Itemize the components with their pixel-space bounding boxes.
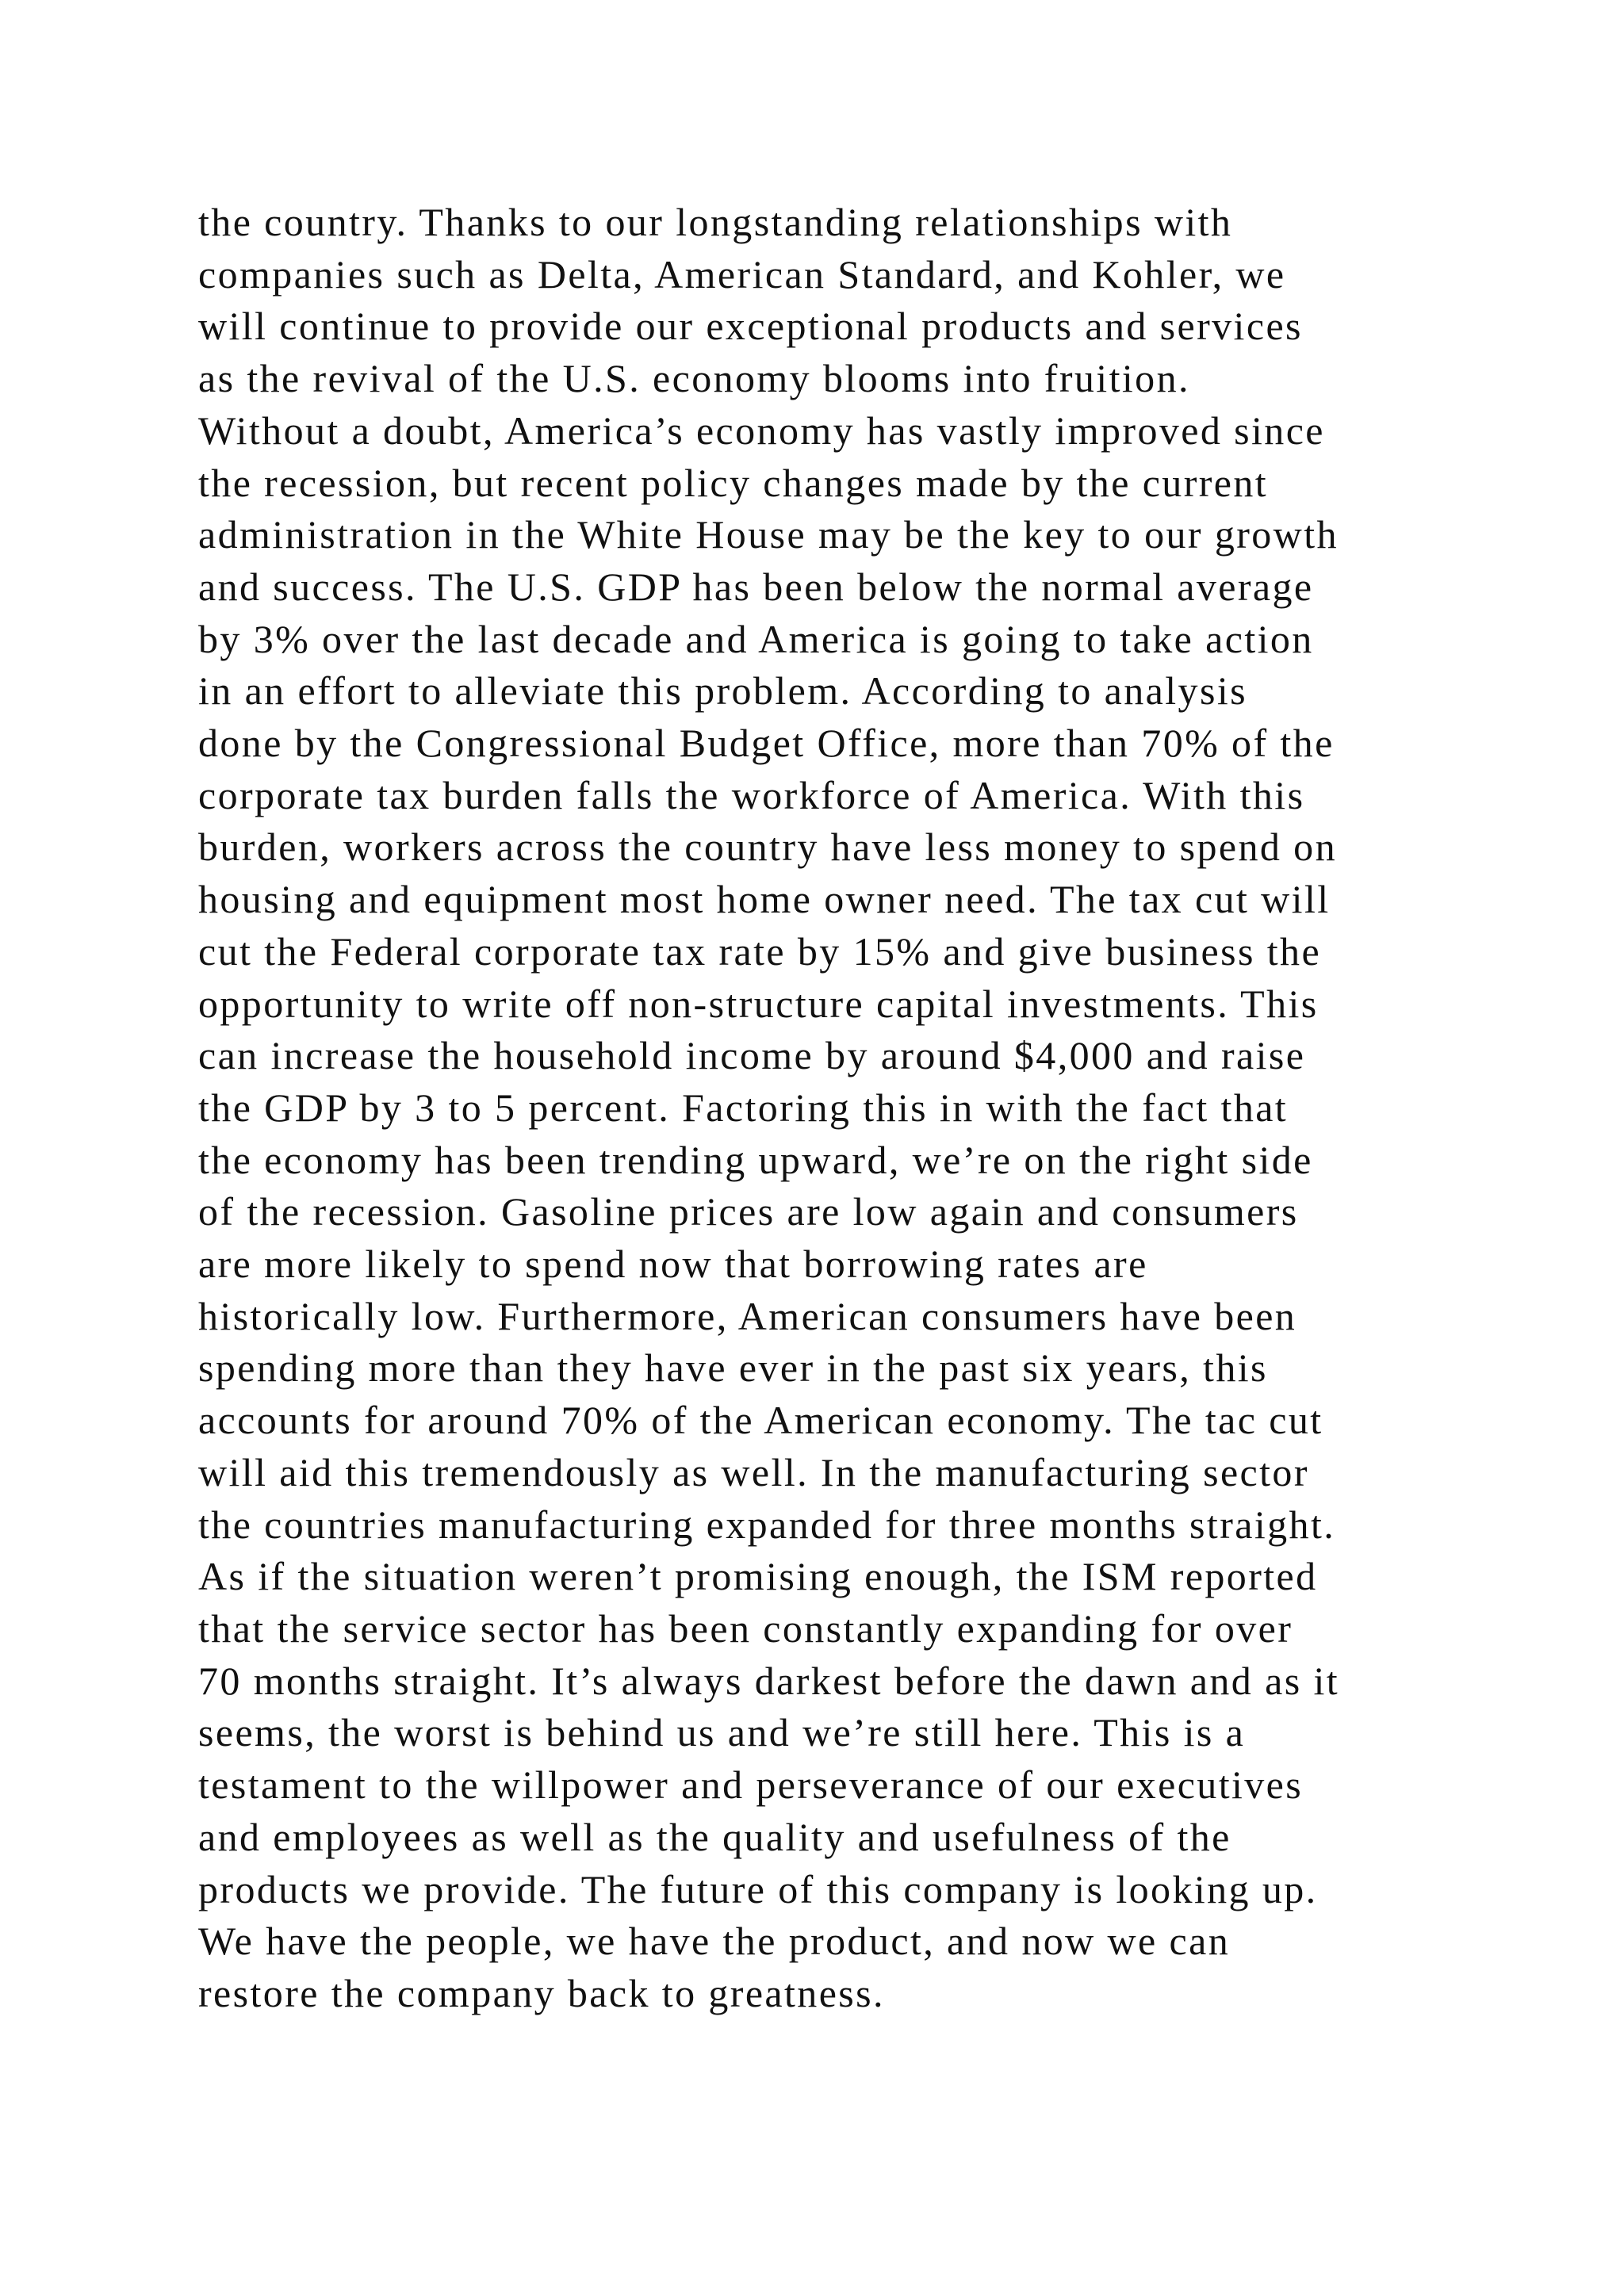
text-line: the countries manufacturing expanded for three months straight.: [198, 1502, 1336, 1547]
text-line: will aid this tremendously as well. In the manufacturing sector: [198, 1449, 1309, 1494]
text-line: and employees as well as the quality and usefulness of the: [198, 1814, 1231, 1859]
text-line: We have the people, we have the product, and now we can: [198, 1919, 1231, 1964]
text-line: and success. The U.S. GDP has been below the normal average: [198, 564, 1314, 609]
text-line: administration in the White House may be the key to our growth: [198, 512, 1339, 557]
text-line: as the revival of the U.S. economy blooms into fruition.: [198, 356, 1190, 401]
text-line: As if the situation weren’t promising enough, the ISM reported: [198, 1554, 1318, 1599]
text-line: housing and equipment most home owner need. The tax cut will: [198, 877, 1331, 922]
text-line: accounts for around 70% of the American economy. The tac cut: [198, 1398, 1323, 1443]
text-line: restore the company back to greatness.: [198, 1970, 885, 2015]
text-line: companies such as Delta, American Standard, and Kohler, we: [198, 251, 1286, 297]
text-line: spending more than they have ever in the past six years, this: [198, 1345, 1268, 1391]
text-line: can increase the household income by around $4,000 and raise: [198, 1033, 1306, 1078]
text-line: cut the Federal corporate tax rate by 15% and give business the: [198, 928, 1322, 974]
text-line: will continue to provide our exceptional products and services: [198, 304, 1303, 349]
text-line: done by the Congressional Budget Office, more than 70% of the: [198, 721, 1335, 766]
text-line: Without a doubt, America’s economy has vastly improved since: [198, 408, 1325, 453]
text-line: are more likely to spend now that borrowing rates are: [198, 1242, 1148, 1287]
text-line: the economy has been trending upward, we’re on the right side: [198, 1137, 1313, 1182]
text-line: burden, workers across the country have less money to spend on: [198, 825, 1337, 870]
text-line: products we provide. The future of this company is looking up.: [198, 1866, 1318, 1911]
text-line: by 3% over the last decade and America is going to take action: [198, 616, 1314, 661]
text-line: seems, the worst is behind us and we’re still here. This is a: [198, 1710, 1246, 1755]
text-line: the recession, but recent policy changes made by the current: [198, 460, 1269, 505]
text-line: opportunity to write off non-structure capital investments. This: [198, 981, 1319, 1026]
text-line: 70 months straight. It’s always darkest before the dawn and as it: [198, 1658, 1340, 1703]
text-line: in an effort to alleviate this problem. According to analysis: [198, 668, 1247, 714]
text-line: historically low. Furthermore, American consumers have been: [198, 1293, 1297, 1338]
body-paragraph: [198, 197, 1562, 2020]
text-line: that the service sector has been constantly expanding for over: [198, 1605, 1293, 1651]
text-line: of the recession. Gasoline prices are low again and consumers: [198, 1189, 1299, 1234]
text-line: testament to the willpower and perseverance of our executives: [198, 1762, 1304, 1808]
text-line: the GDP by 3 to 5 percent. Factoring this in with the fact that: [198, 1085, 1289, 1130]
text-line: the country. Thanks to our longstanding relationships with: [198, 200, 1233, 244]
text-line: corporate tax burden falls the workforce of America. With this: [198, 772, 1305, 817]
